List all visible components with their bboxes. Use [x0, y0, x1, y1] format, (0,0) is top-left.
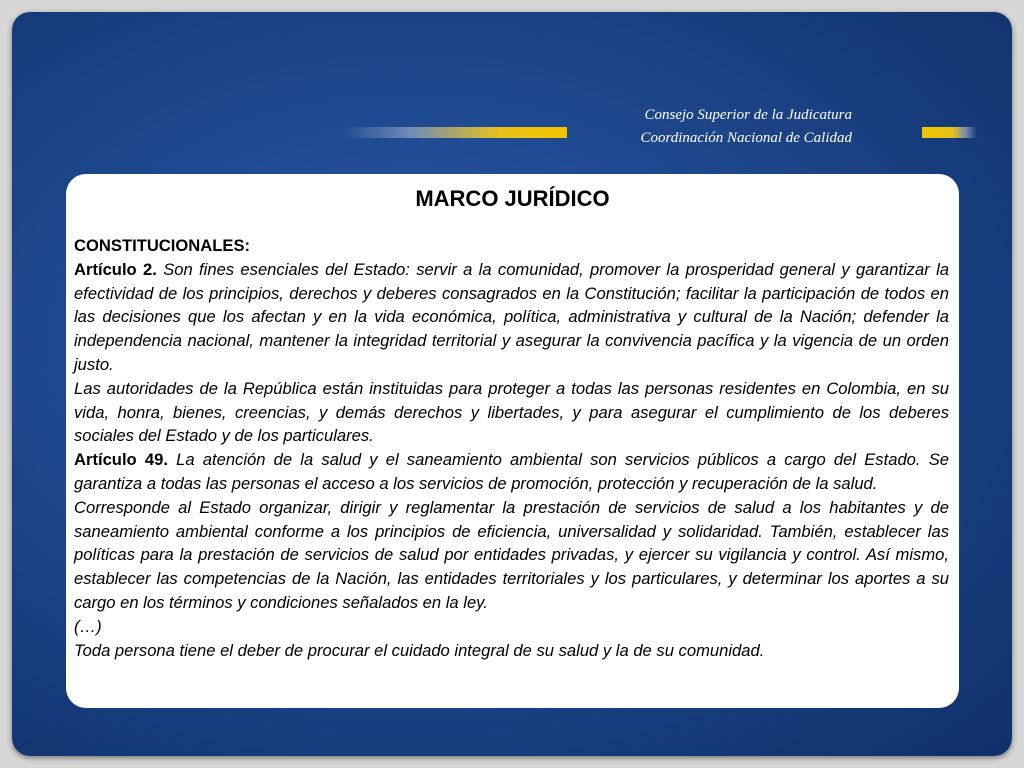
article-49-paragraph-2: Corresponde al Estado organizar, dirigir y reglamentar la prestación de servicios de salud a los habitantes y de saneamiento ambiental conforme a los principios de eficiencia, universalidad y solidaridad. También, establecer las políticas para la prestación de servicios de salud por entidades privadas, y ejercer su vigilancia y control. Así mismo, establecer las competencias de la Nación, las entidades territoriales y los particulares, y determinar los aportes a su cargo en los términos y condiciones señalados en la ley. — [74, 497, 949, 612]
section-heading: CONSTITUCIONALES: — [74, 236, 251, 255]
slide-background — [12, 12, 1012, 756]
org-department: Coordinación Nacional de Calidad — [640, 130, 852, 146]
article-2-paragraph-2: Las autoridades de la República están instituidas para proteger a todas las personas residentes en Colombia, en su vida, honra, bienes, creencias, y demás derechos y libertades, y para asegurar el cumplimiento de los deberes sociales del Estado y de los particulares. — [74, 378, 949, 446]
article-2-text: Son fines esenciales del Estado: servir a la comunidad, promover la prosperidad general y garantizar la efectividad de los principios, derechos y deberes consagrados en la Constitución; facilitar la participación de todos en las decisiones que los afectan y en la vida económica, política, administrativa y cultural de la Nación; defender la independencia nacional, mantener la integridad territorial y asegurar la convivencia pacífica y la vigencia de un orden justo. — [74, 259, 949, 374]
decorative-stripe-right — [922, 127, 977, 138]
decorative-stripe-left — [342, 127, 567, 138]
article-2-label: Artículo 2. — [74, 259, 157, 279]
closing-statement: Toda persona tiene el deber de procurar el cuidado integral de su salud y la de su comunidad. — [74, 640, 765, 660]
article-49-text: La atención de la salud y el saneamiento ambiental son servicios públicos a cargo del Estado. Se garantiza a todas las personas el acceso a los servicios de promoción, protección y recuperación de la salud. — [74, 450, 949, 493]
organization-header — [640, 104, 852, 150]
article-49-label: Artículo 49. — [74, 450, 168, 470]
ellipsis: (…) — [74, 616, 102, 636]
page-title: MARCO JURÍDICO — [415, 186, 610, 211]
org-name: Consejo Superior de la Judicatura — [644, 107, 852, 123]
legal-text — [74, 234, 949, 662]
article-49 — [74, 448, 949, 496]
article-2 — [74, 258, 949, 377]
content-panel — [66, 174, 959, 708]
